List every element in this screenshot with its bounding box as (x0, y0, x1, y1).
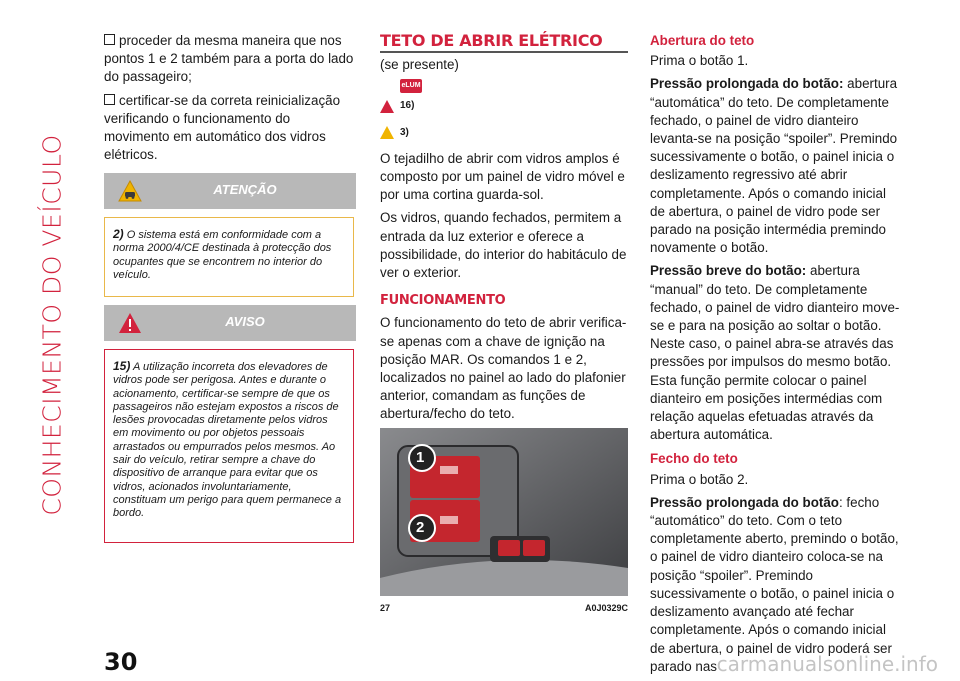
paragraph: O tejadilho de abrir com vidros amplos é composto por um painel de vidro móvel e por uma cortina guarda-sol. (380, 150, 625, 203)
attention-label: ATENÇÃO (213, 182, 277, 197)
paragraph: Pressão breve do botão: abertura “manual” do teto. De completamente fechado, o painel de vidro dianteiro move-se e para na posição ao soltar o botão. Neste caso, o painel abra-se através das pressões por impulsos do mesmo botão. Esta função permite colocar o painel dianteiro em posições intermédias com relação aquelas efetuadas através da abertura automática. (650, 263, 900, 443)
figure-caption (380, 603, 628, 613)
subheading-close: Fecho do teto (650, 451, 738, 467)
subheading-open: Abertura do teto (650, 33, 755, 48)
notice-box (104, 349, 354, 543)
figure-code: A0J0329C (584, 603, 628, 613)
ref-row-1: 16) (380, 97, 628, 115)
checkbox-bullet-icon (104, 34, 115, 45)
page-number: 30 (104, 648, 138, 676)
section-heading: TETO DE ABRIR ELÉTRICO (380, 32, 628, 53)
paragraph: Prima o botão 2. (650, 471, 749, 487)
attention-box (104, 217, 354, 297)
watermark: carmanualsonline.info (716, 652, 938, 676)
notice-header (104, 305, 356, 341)
paragraph: Os vidros, quando fechados, permitem a entrada da luz exterior e oferece a possibilidade, do interior do habitáculo de ver o exterior. (380, 210, 627, 281)
paragraph: Pressão prolongada do botão: abertura “automática” do teto. De completamente fechado, o painel de vidro dianteiro levanta-se na posição “spoiler”. Premindo sucessivamente o botão, o painel inicia o deslizamento regressivo até abrir completamente. Após o comando inicial de abertura, o painel de vidro pode ser parado na posição intermédia premindo novamente o botão. (650, 76, 898, 256)
bullet-item: certificar-se da correta reinicialização verificando o funcionamento do movimento em automático dos vidros elétricos. (104, 92, 341, 163)
section-subheading: (se presente) (380, 57, 459, 73)
paragraph: Pressão prolongada do botão: fecho “automático” do teto. Com o teto completamente aberto, premindo o botão, o painel de vidro dianteiro coloca-se na posição “spoiler”. Premindo sucessivamente o botão, o painel inicia o deslizamento avançado até fechar completamente. Após o comando inicial de abertura, o painel de vidro poderá ser parado nas (650, 494, 899, 674)
column-1 (104, 32, 356, 169)
column-3 (650, 32, 900, 681)
car-warning-icon (380, 126, 394, 139)
attention-header (104, 173, 356, 209)
paragraph: Prima o botão 1. (650, 53, 749, 69)
roof-controls-photo (380, 428, 628, 596)
notice-ref: 15) (113, 359, 131, 373)
elum-row (380, 79, 628, 93)
checkbox-bullet-icon (104, 94, 115, 105)
callout-1: 1 (416, 449, 425, 466)
subsection-heading: FUNCIONAMENTO (380, 293, 506, 309)
danger-icon (380, 100, 394, 113)
column-2 (380, 32, 628, 429)
attention-text: O sistema está em conformidade com a norma 2000/4/CE destinada à protecção dos ocupantes que se encontrem no interior do veículo. (113, 229, 332, 281)
bullet-item: proceder da mesma maneira que nos pontos 1 e 2 também para a porta do lado do passageiro; (104, 33, 354, 85)
ref-row-2: 3) (380, 124, 628, 142)
figure-number: 27 (380, 603, 391, 613)
elum-badge-icon: eLUM (400, 79, 422, 93)
attention-ref: 2) (113, 227, 124, 241)
paragraph: O funcionamento do teto de abrir verifica-se apenas com a chave de ignição na posição MAR. Os comandos 1 e 2, localizados no painel ao lado do plafonier anterior, comandam as funções de abertura/fecho do teto. (380, 315, 627, 422)
notice-label: AVISO (225, 314, 265, 329)
notice-text: A utilização incorreta dos elevadores de vidros pode ser perigosa. Antes e durante o acionamento, certificar-se sempre de que os passageiros não estejam expostos a riscos de lesões provocadas diretamente pelos vidros em movimento ou por objetos pessoais arrastados ou empurrados pelos mesmos. Ao sair do veículo, retirar sempre a chave do dispositivo de arranque para evitar que os vidros, acionados involuntariamente, constituam um perigo para quem permanece a bordo. (113, 361, 342, 520)
callout-2: 2 (416, 519, 425, 536)
